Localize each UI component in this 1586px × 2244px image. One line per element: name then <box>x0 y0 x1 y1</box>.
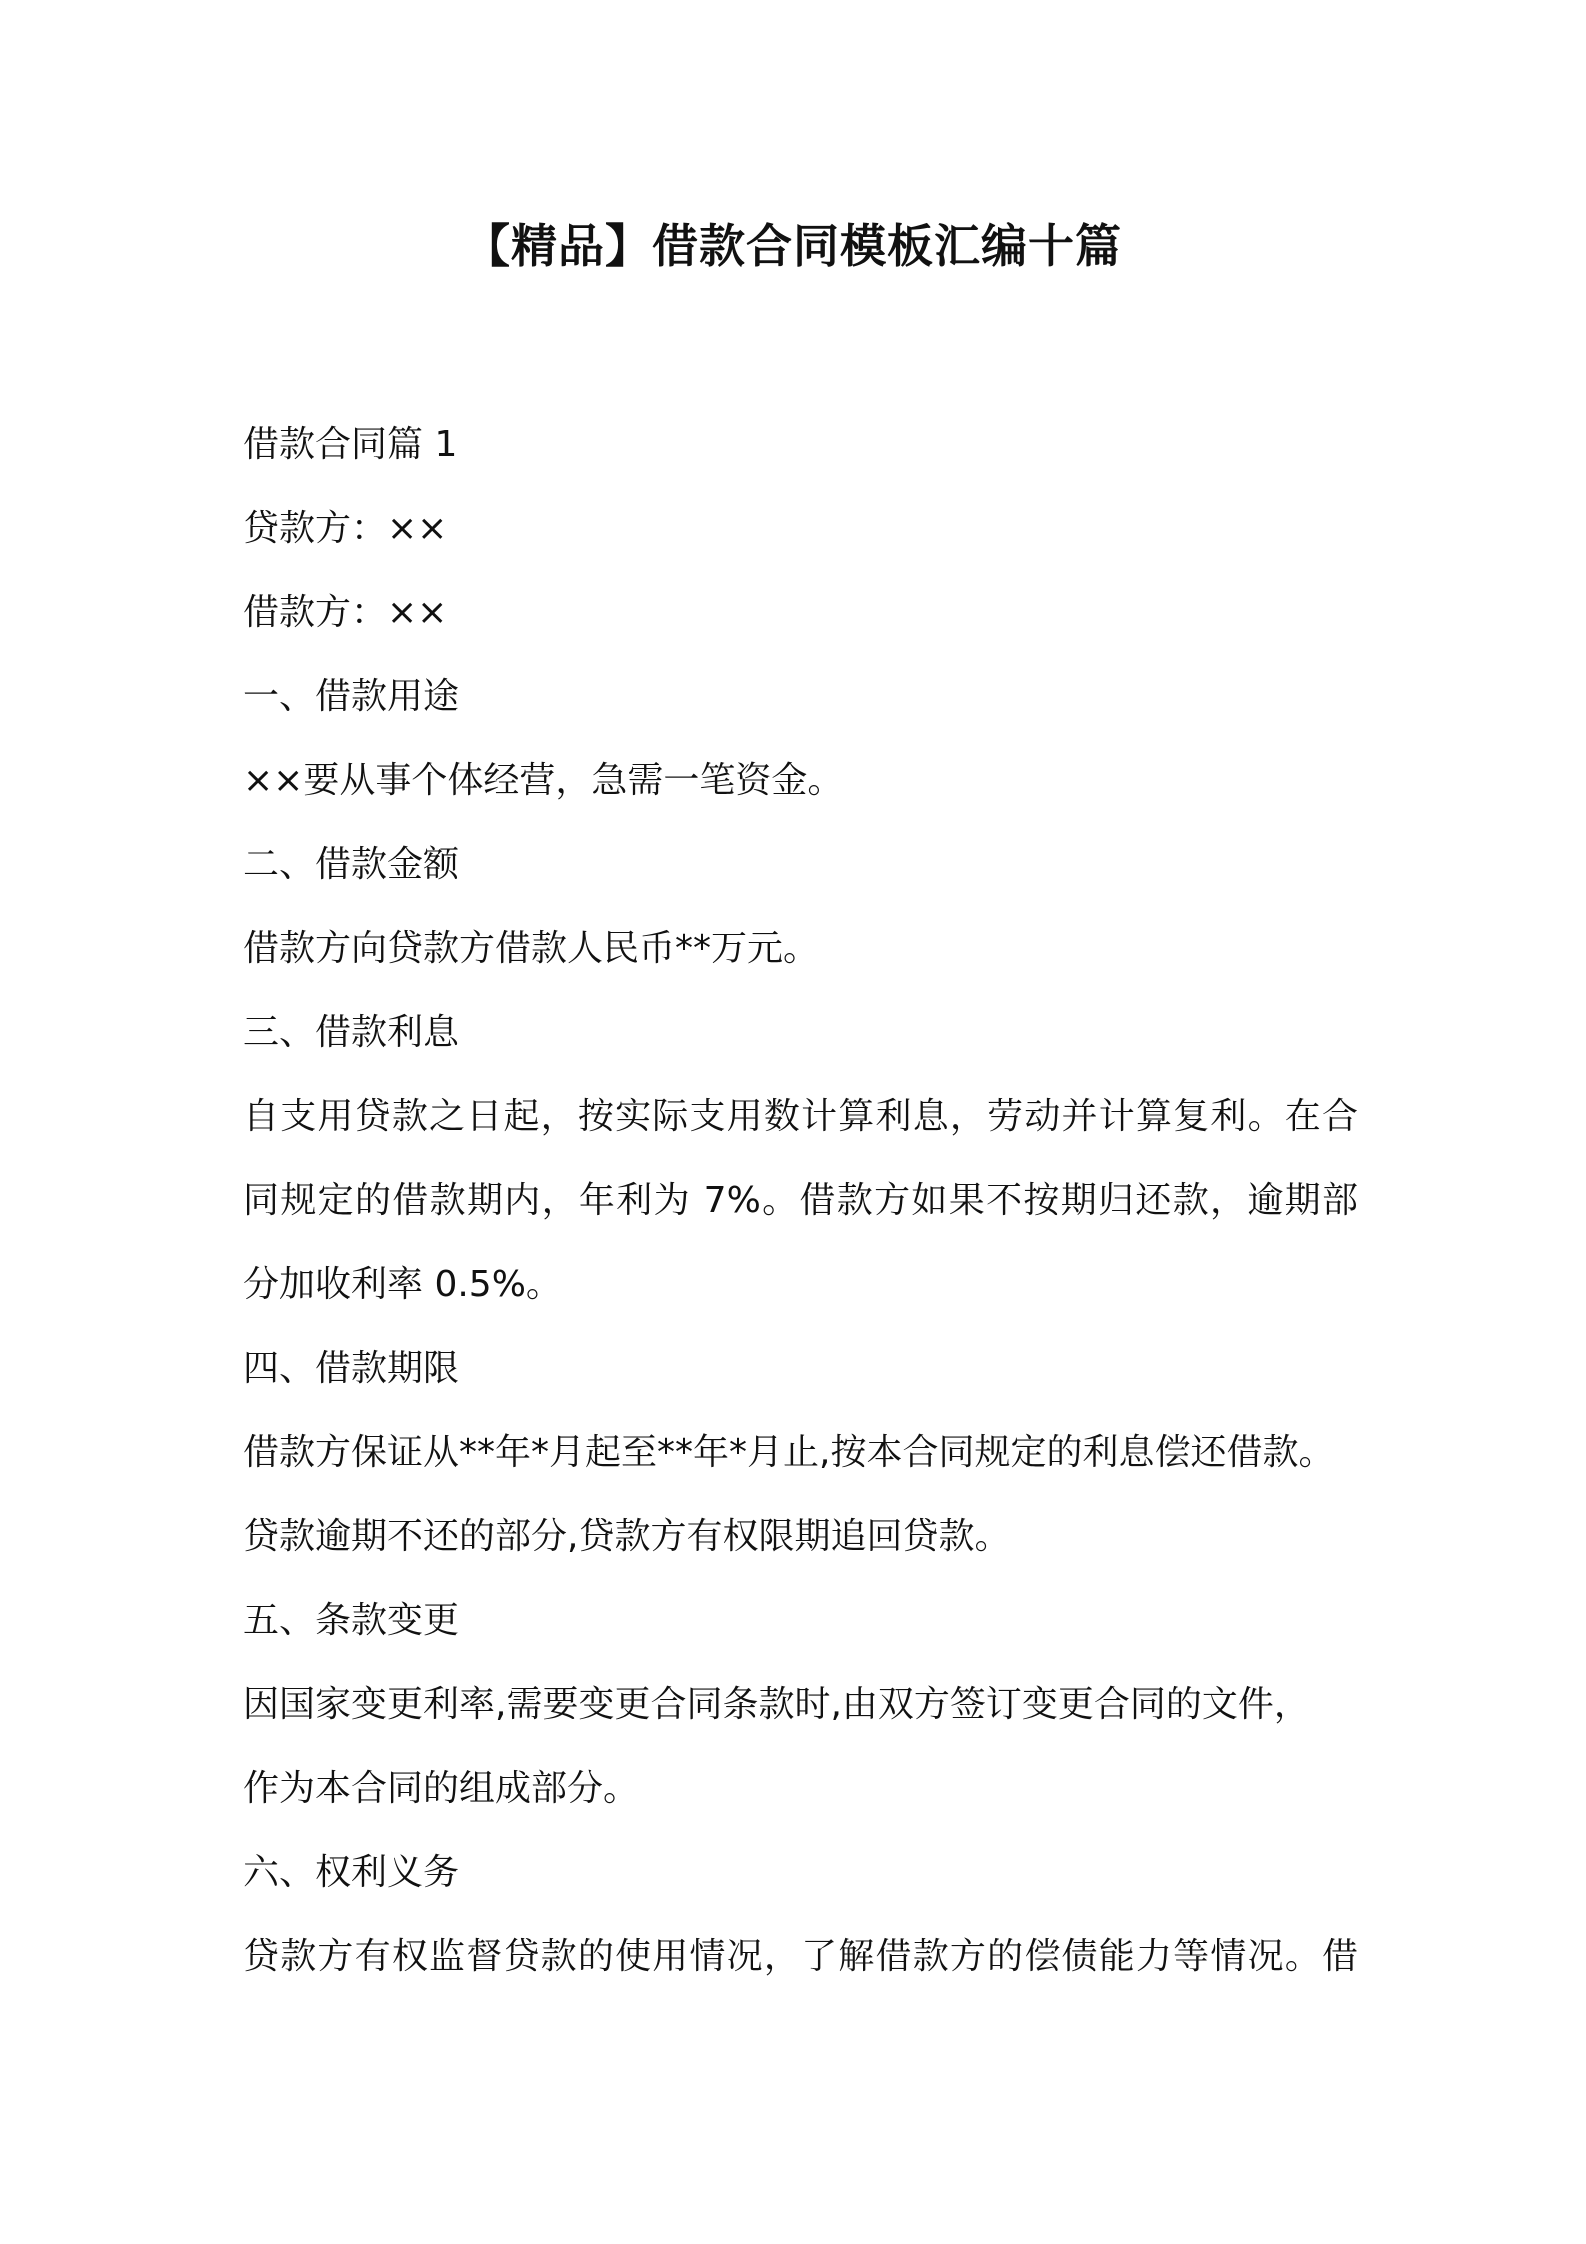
clause-heading-interest: 三、借款利息 <box>243 1012 460 1053</box>
paragraph-line: 因国家变更利率,需要变更合同条款时,由双方签订变更合同的文件， <box>243 1684 1310 1725</box>
paragraph-line: 同规定的借款期内，年利为 7%。借款方如果不按期归还款，逾期部 <box>243 1180 1358 1221</box>
paragraph-line: 贷款逾期不还的部分,贷款方有权限期追回贷款。 <box>243 1516 1011 1557</box>
paragraph-line: 借款方保证从**年*月起至**年*月止,按本合同规定的利息偿还借款。 <box>243 1432 1335 1473</box>
document-title: 【精品】借款合同模板汇编十篇 <box>464 219 1122 273</box>
clause-heading-term: 四、借款期限 <box>243 1348 460 1389</box>
lender-line: 贷款方：×× <box>243 508 448 549</box>
document-body <box>243 403 1358 1999</box>
clause-heading-change: 五、条款变更 <box>243 1600 460 1641</box>
paragraph-line: ××要从事个体经营，急需一笔资金。 <box>243 760 844 801</box>
clause-heading-amount: 二、借款金额 <box>243 844 460 885</box>
clause-heading-rights: 六、权利义务 <box>243 1852 460 1893</box>
borrower-line: 借款方：×× <box>243 592 448 633</box>
section-heading: 借款合同篇 1 <box>243 424 458 465</box>
clause-heading-purpose: 一、借款用途 <box>243 676 460 717</box>
paragraph-line: 贷款方有权监督贷款的使用情况，了解借款方的偿债能力等情况。借 <box>243 1936 1358 1977</box>
paragraph-line: 作为本合同的组成部分。 <box>243 1768 640 1809</box>
paragraph-line: 自支用贷款之日起，按实际支用数计算利息，劳动并计算复利。在合 <box>243 1096 1358 1137</box>
paragraph-line: 分加收利率 0.5%。 <box>243 1264 562 1305</box>
paragraph-line: 借款方向贷款方借款人民币**万元。 <box>243 928 820 969</box>
